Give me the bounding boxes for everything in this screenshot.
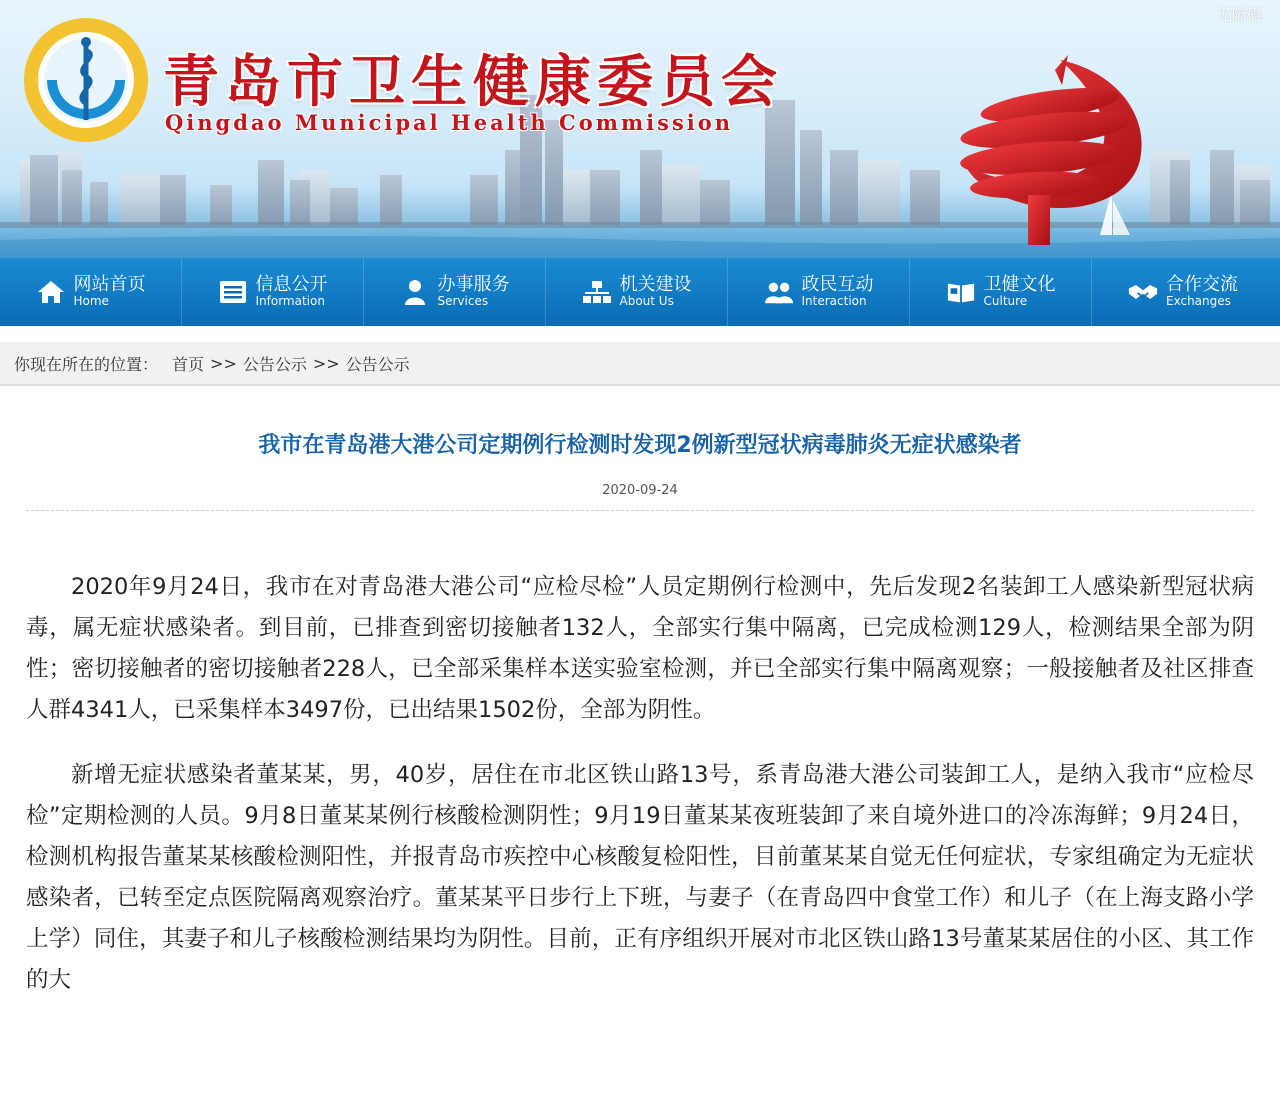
article-date: 2020-09-24 — [602, 483, 678, 498]
list-icon — [218, 277, 248, 307]
breadcrumb-separator: >> — [312, 353, 340, 373]
breadcrumb-home-link[interactable]: 首页 — [172, 354, 205, 374]
nav-label-en: Interaction — [801, 294, 867, 309]
nav-item-exchanges[interactable] — [1092, 258, 1274, 326]
handshake-icon — [1128, 277, 1158, 307]
article-body — [26, 567, 1254, 1025]
breadcrumb-separator: >> — [210, 353, 237, 373]
article-title: 我市在青岛港大港公司定期例行检测时发现2例新型冠状病毒肺炎无症状感染者 — [258, 433, 1022, 458]
person-icon — [400, 277, 430, 307]
site-subtitle: Qingdao Municipal Health Commission — [165, 110, 734, 135]
nav-item-culture[interactable] — [910, 258, 1092, 326]
nav-label-cn: 信息公开 — [255, 273, 328, 295]
nav-label-cn: 卫健文化 — [983, 273, 1056, 295]
nav-label-cn: 政民互动 — [801, 273, 874, 295]
people-icon — [764, 277, 794, 307]
nav-item-about-us[interactable] — [546, 258, 728, 326]
home-icon — [36, 277, 66, 307]
breadcrumb-current-link[interactable]: 公告公示 — [345, 354, 410, 374]
site-title: 青岛市卫生健康委员会 — [163, 49, 783, 115]
article-paragraph: 2020年9月24日，我市在对青岛港大港公司“应检尽检”人员定期例行检测中，先后发现2名装卸工人感染新型冠状病毒，属无症状感染者。到目前，已排查到密切接触者132人，全部实行集中隔离，已完成检测129人，检测结果全部为阴性；密切接触者的密切接触者228人，已全部采集样本送实验室检测，并已全部实行集中隔离观察；一般接触者及社区排查人群4341人，已采集样本3497份，已出结果1502份，全部为阴性。 — [26, 574, 1254, 723]
nav-label-en: Information — [255, 294, 325, 309]
breadcrumb — [0, 342, 1280, 386]
nav-item-services[interactable] — [364, 258, 546, 326]
org-chart-icon — [582, 277, 612, 307]
nav-item-home[interactable] — [0, 258, 182, 326]
nav-label-cn: 合作交流 — [1166, 273, 1238, 295]
accessibility-button[interactable]: 无障碍 — [1216, 6, 1262, 24]
breadcrumb-notice-link[interactable]: 公告公示 — [242, 354, 307, 374]
breadcrumb-label: 你现在所在的位置： — [14, 354, 159, 374]
nav-label-cn: 机关建设 — [619, 273, 692, 295]
nav-label-en: Services — [437, 294, 489, 309]
nav-label-en: About Us — [619, 294, 674, 309]
nav-label-en: Home — [73, 294, 109, 309]
nav-item-interaction[interactable] — [728, 258, 910, 326]
divider — [26, 510, 1254, 511]
health-commission-logo — [22, 16, 150, 144]
nav-item-information[interactable] — [182, 258, 364, 326]
main-nav — [0, 258, 1280, 326]
book-icon — [946, 277, 976, 307]
article-paragraph: 新增无症状感染者董某某，男，40岁，居住在市北区铁山路13号，系青岛港大港公司装卸工人，是纳入我市“应检尽检”定期检测的人员。9月8日董某某例行核酸检测阴性；9月19日董某某夜班装卸了来自境外进口的冷冻海鲜；9月24日，检测机构报告董某某核酸检测阳性，并报青岛市疾控中心核酸复检阳性，目前董某某自觉无任何症状，专家组确定为无症状感染者，已转至定点医院隔离观察治疗。董某某平日步行上下班，与妻子（在青岛四中食堂工作）和儿子（在上海支路小学上学）同住，其妻子和儿子核酸检测结果均为阴性。目前，正有序组织开展对市北区铁山路13号董某某居住的小区、其工作的大 — [26, 762, 1254, 993]
nav-label-en: Exchanges — [1166, 294, 1231, 309]
header-banner — [0, 0, 1280, 258]
nav-label-cn: 办事服务 — [437, 273, 510, 295]
nav-label-cn: 网站首页 — [73, 273, 146, 295]
nav-label-en: Culture — [983, 294, 1028, 309]
